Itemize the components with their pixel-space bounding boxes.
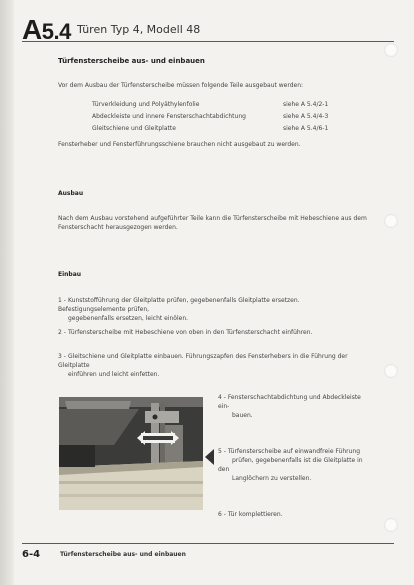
photo-caption: 4 - Fensterschachtabdichtung und Abdeckleiste ein- bauen. — [218, 394, 361, 419]
einbau-step: 1 - Kunststofführung der Gleitplatte prüfen, gegebenenfalls Gleitplatte ersetzen. Befestigungselemente prüfen, gegebenenfalls ersetzen, leicht einölen. — [58, 297, 300, 322]
footer-title: Türfensterscheibe aus- und einbauen — [60, 551, 186, 558]
ausbau-text: Fensterschacht herausgezogen werden. — [58, 224, 178, 231]
section-number: A5.4 — [22, 14, 71, 45]
punch-hole — [384, 43, 398, 57]
door-mechanism-photo — [59, 397, 203, 510]
photo-caption: 5 - Türfensterscheibe auf einwandfreie Führung prüfen, gegebenenfalls ist die Gleitplatte in den Langlöchern zu verstellen. — [218, 448, 363, 482]
punch-hole — [384, 518, 398, 532]
einbau-step: 3 - Gleitschiene und Gleitplatte einbauen. Führungszapfen des Fensterhebers in die Führung der Gleitplatte einführen und leicht einfetten. — [58, 353, 348, 378]
part-ref: siehe A 5.4/4-3 — [283, 113, 329, 120]
ausbau-text: Nach dem Ausbau vorstehend aufgeführter Teile kann die Türfensterscheibe mit Hebeschiene aus dem — [58, 215, 367, 222]
binding-edge — [0, 0, 14, 585]
part-name: Abdeckleiste und innere Fensterschachtabdichtung — [92, 113, 246, 120]
main-heading: Türfensterscheibe aus- und einbauen — [58, 57, 205, 65]
einbau-step: 2 - Türfensterscheibe mit Hebeschiene von oben in den Türfensterschacht einführen. — [58, 329, 313, 336]
einbau-heading: Einbau — [58, 271, 82, 278]
punch-hole — [384, 364, 398, 378]
header-rule — [22, 41, 394, 42]
page-number: 6-4 — [22, 549, 41, 560]
pointer-arrow-icon — [205, 449, 214, 465]
note-text: Fensterheber und Fensterführungsschiene brauchen nicht ausgebaut zu werden. — [58, 141, 301, 148]
intro-text: Vor dem Ausbau der Türfensterscheibe müssen folgende Teile ausgebaut werden: — [58, 82, 304, 89]
photo-caption: 6 - Tür komplettieren. — [218, 511, 283, 518]
part-name: Gleitschiene und Gleitplatte — [92, 125, 176, 132]
document-title: Türen Typ 4, Modell 48 — [77, 23, 201, 36]
part-ref: siehe A 5.4/2-1 — [283, 101, 329, 108]
door-mechanism-illustration — [59, 397, 203, 510]
part-ref: siehe A 5.4/6-1 — [283, 125, 329, 132]
ausbau-heading: Ausbau — [58, 190, 84, 197]
punch-hole — [384, 214, 398, 228]
footer-rule — [22, 543, 394, 544]
part-name: Türverkleidung und Polyäthylenfolie — [92, 101, 200, 108]
